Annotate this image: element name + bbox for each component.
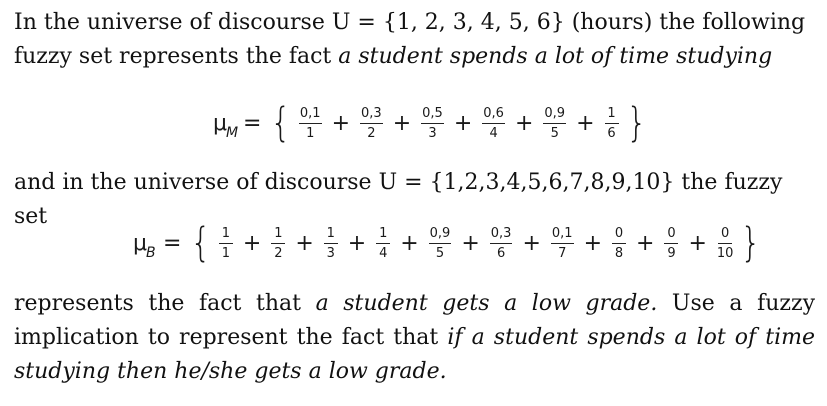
universe-element: 3 bbox=[326, 245, 335, 261]
plus-sign: + bbox=[400, 230, 419, 256]
membership-term bbox=[219, 226, 233, 261]
universe-element: 6 bbox=[496, 245, 506, 261]
plus-sign: + bbox=[331, 110, 351, 136]
plus-sign: + bbox=[576, 110, 595, 136]
membership-degree: 0 bbox=[718, 226, 732, 244]
membership-term bbox=[605, 106, 619, 141]
membership-term bbox=[324, 226, 338, 261]
task-implication-italic: if a student spends a lot of time studying then he/she gets a low grade. bbox=[14, 325, 816, 384]
intro-fact-italic: a student spends a lot of time studying bbox=[338, 44, 773, 69]
membership-degree: 0,1 bbox=[551, 226, 574, 244]
membership-degree: 0 bbox=[664, 226, 678, 244]
plus-sign: + bbox=[392, 110, 412, 136]
fuzzy-set-b-terms bbox=[215, 226, 738, 261]
universe-element: 10 bbox=[716, 245, 734, 261]
universe-element: 4 bbox=[379, 245, 388, 261]
plus-sign: + bbox=[583, 230, 603, 256]
membership-term bbox=[664, 226, 678, 261]
plus-sign: + bbox=[453, 110, 473, 136]
task-text-1: represents the fact that bbox=[14, 291, 316, 316]
close-brace: } bbox=[740, 220, 762, 266]
intro-line-2: fuzzy set represents the fact bbox=[14, 44, 339, 69]
plus-sign: + bbox=[522, 230, 541, 256]
second-paragraph: and in the universe of discourse U = {1,2,3,4,5,6,7,8,9,10} the fuzzy set bbox=[14, 170, 783, 229]
mu-m-symbol: μ M bbox=[213, 110, 239, 141]
membership-degree: 1 bbox=[324, 226, 338, 244]
mu-b-subscript: B bbox=[146, 244, 156, 261]
close-brace: } bbox=[626, 100, 647, 146]
membership-degree: 0,6 bbox=[482, 106, 505, 124]
universe-element: 5 bbox=[435, 245, 445, 261]
membership-degree: 1 bbox=[605, 106, 619, 124]
membership-term bbox=[543, 106, 566, 141]
fuzzy-set-m-terms bbox=[295, 106, 623, 141]
universe-element: 4 bbox=[489, 125, 498, 141]
plus-sign: + bbox=[461, 230, 480, 256]
membership-degree: 1 bbox=[219, 226, 233, 244]
universe-element: 1 bbox=[221, 245, 231, 261]
membership-degree: 0,9 bbox=[543, 106, 566, 124]
membership-term bbox=[490, 226, 513, 261]
task-paragraph bbox=[14, 287, 815, 389]
mu-b-symbol: μ B bbox=[133, 230, 156, 261]
universe-element: 5 bbox=[550, 125, 559, 141]
membership-term bbox=[429, 226, 452, 261]
universe-element: 1 bbox=[306, 125, 315, 141]
universe-element: 9 bbox=[667, 245, 676, 261]
mu-m-subscript: M bbox=[226, 124, 239, 141]
intro-paragraph bbox=[14, 6, 815, 74]
equals-sign: = bbox=[243, 110, 262, 136]
open-brace: { bbox=[270, 100, 292, 146]
plus-sign: + bbox=[347, 230, 367, 256]
membership-degree: 0 bbox=[612, 226, 626, 244]
equals-sign: = bbox=[163, 230, 182, 256]
universe-element: 8 bbox=[614, 245, 624, 261]
universe-element: 7 bbox=[558, 245, 567, 261]
universe-element: 3 bbox=[428, 125, 437, 141]
task-fact-italic: a student gets a low grade. bbox=[315, 291, 658, 316]
membership-term bbox=[299, 106, 322, 141]
membership-degree: 1 bbox=[271, 226, 285, 244]
membership-term bbox=[376, 226, 390, 261]
universe-element: 6 bbox=[607, 125, 616, 141]
membership-degree: 0,1 bbox=[299, 106, 322, 124]
fuzzy-set-b-equation bbox=[133, 218, 765, 268]
universe-element: 2 bbox=[274, 245, 283, 261]
membership-degree: 0,3 bbox=[360, 106, 383, 124]
fuzzy-set-m-equation bbox=[213, 98, 650, 148]
plus-sign: + bbox=[688, 230, 707, 256]
membership-term bbox=[612, 226, 626, 261]
open-brace: { bbox=[190, 220, 212, 266]
membership-degree: 0,5 bbox=[421, 106, 444, 124]
task-text-2: Use a fuzzy implication to represent the fact that bbox=[14, 291, 815, 350]
universe-element: 2 bbox=[367, 125, 376, 141]
membership-term bbox=[482, 106, 505, 141]
plus-sign: + bbox=[636, 230, 655, 256]
membership-degree: 0,3 bbox=[490, 226, 513, 244]
intro-line-1: In the universe of discourse U = {1, 2, 3, 4, 5, 6} (hours) the following bbox=[14, 10, 806, 35]
membership-term bbox=[271, 226, 285, 261]
membership-degree: 0,9 bbox=[429, 226, 452, 244]
membership-degree: 1 bbox=[376, 226, 390, 244]
membership-term bbox=[421, 106, 444, 141]
plus-sign: + bbox=[514, 110, 534, 136]
membership-term bbox=[551, 226, 574, 261]
membership-term bbox=[360, 106, 383, 141]
plus-sign: + bbox=[295, 230, 314, 256]
membership-term bbox=[717, 226, 734, 261]
plus-sign: + bbox=[242, 230, 262, 256]
